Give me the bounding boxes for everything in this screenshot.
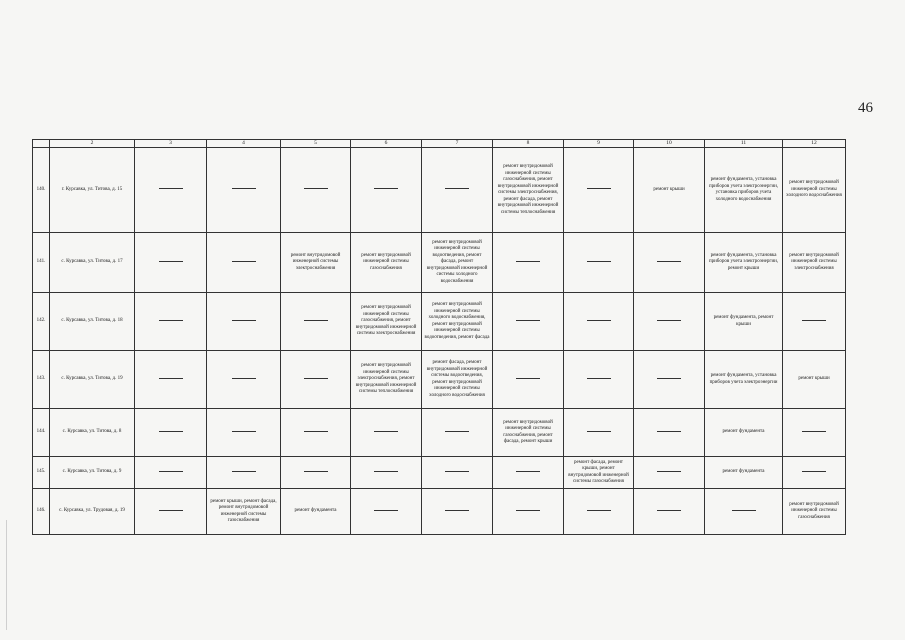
row-number: 145. (33, 457, 50, 489)
empty-cell (634, 233, 705, 293)
dash-mark (587, 188, 611, 189)
empty-cell (135, 457, 207, 489)
table-row (33, 233, 846, 293)
empty-cell (351, 409, 422, 457)
empty-cell (281, 457, 351, 489)
dash-mark (159, 378, 183, 379)
address-cell: с. Курсавка, ул. Титова, д. 8 (50, 409, 135, 457)
dash-mark (374, 431, 398, 432)
dash-mark (657, 320, 681, 321)
empty-cell (493, 233, 564, 293)
dash-mark (445, 471, 469, 472)
work-type-cell: ремонт внутридомовой инженерной системы газоснабжения, ремонт внутридомовой инженерной системы электроснабжения (351, 293, 422, 351)
work-type-cell: ремонт фундамента (705, 457, 783, 489)
dash-mark (304, 431, 328, 432)
dash-mark (657, 431, 681, 432)
address-cell: с. Курсавка, ул. Трудовая, д. 19 (50, 489, 135, 535)
empty-cell (135, 351, 207, 409)
column-number: 3 (135, 140, 207, 148)
address-cell: с. Курсавка, ул. Титова, д. 17 (50, 233, 135, 293)
empty-cell (135, 293, 207, 351)
empty-cell (135, 409, 207, 457)
work-type-cell: ремонт внутридомовой инженерной системы газоснабжения (783, 489, 846, 535)
empty-cell (422, 148, 493, 233)
column-number: 10 (634, 140, 705, 148)
empty-cell (281, 351, 351, 409)
empty-cell (634, 489, 705, 535)
dash-mark (516, 261, 540, 262)
address-cell: г. Курсавка, ул. Титова, д. 15 (50, 148, 135, 233)
table-row (33, 148, 846, 233)
empty-cell (493, 489, 564, 535)
column-number: 8 (493, 140, 564, 148)
dash-mark (159, 431, 183, 432)
empty-cell (422, 409, 493, 457)
empty-cell (281, 293, 351, 351)
column-number: 4 (207, 140, 281, 148)
empty-cell (783, 409, 846, 457)
dash-mark (232, 261, 256, 262)
column-number: 9 (564, 140, 634, 148)
dash-mark (232, 431, 256, 432)
empty-cell (634, 457, 705, 489)
empty-cell (281, 409, 351, 457)
dash-mark (159, 261, 183, 262)
work-type-cell: ремонт фасада, ремонт внутридомовой инженерной системы водоотведения, ремонт внутридомовой инженерной системы холодного водоснабжения (422, 351, 493, 409)
empty-cell (207, 351, 281, 409)
dash-mark (657, 471, 681, 472)
row-number: 143. (33, 351, 50, 409)
empty-cell (705, 489, 783, 535)
empty-cell (493, 457, 564, 489)
dash-mark (304, 471, 328, 472)
empty-cell (783, 293, 846, 351)
work-type-cell: ремонт внутридомовой инженерной системы электроснабжения (281, 233, 351, 293)
dash-mark (587, 510, 611, 511)
dash-mark (159, 510, 183, 511)
work-type-cell: ремонт внутридомовой инженерной системы газоснабжения (351, 233, 422, 293)
empty-cell (351, 457, 422, 489)
dash-mark (304, 378, 328, 379)
work-type-cell: ремонт внутридомовой инженерной системы газоснабжения, ремонт внутридомовой инженерной системы электроснабжения, ремонт фасада, ремонт внутридомовой инженерной системы теплоснабжения (493, 148, 564, 233)
work-type-cell: ремонт крыши (783, 351, 846, 409)
dash-mark (445, 431, 469, 432)
table-row (33, 457, 846, 489)
empty-cell (135, 148, 207, 233)
dash-mark (587, 378, 611, 379)
table-row (33, 489, 846, 535)
empty-cell (564, 409, 634, 457)
work-type-cell: ремонт фундамента, установка приборов учета электроэнергии (705, 351, 783, 409)
empty-cell (493, 351, 564, 409)
dash-mark (516, 378, 540, 379)
work-type-cell: ремонт внутридомовой инженерной системы газоснабжения, ремонт фасада, ремонт крыши (493, 409, 564, 457)
repair-schedule-table (32, 139, 846, 535)
dash-mark (516, 471, 540, 472)
dash-mark (732, 510, 756, 511)
column-number: 6 (351, 140, 422, 148)
dash-mark (587, 431, 611, 432)
address-cell: с. Курсавка, ул. Титова, д. 9 (50, 457, 135, 489)
dash-mark (159, 188, 183, 189)
empty-cell (564, 233, 634, 293)
dash-mark (587, 261, 611, 262)
dash-mark (232, 320, 256, 321)
dash-mark (587, 320, 611, 321)
row-number: 141. (33, 233, 50, 293)
scan-edge-line (6, 520, 7, 630)
column-number: 11 (705, 140, 783, 148)
work-type-cell: ремонт крыши (634, 148, 705, 233)
empty-cell (135, 233, 207, 293)
empty-cell (207, 293, 281, 351)
empty-cell (783, 457, 846, 489)
dash-mark (304, 320, 328, 321)
empty-cell (281, 148, 351, 233)
row-number: 146. (33, 489, 50, 535)
table-row (33, 351, 846, 409)
column-number-row (33, 140, 846, 148)
work-type-cell: ремонт крыши, ремонт фасада, ремонт внутридомовой инженерной системы газоснабжения (207, 489, 281, 535)
dash-mark (657, 510, 681, 511)
empty-cell (207, 233, 281, 293)
dash-mark (445, 510, 469, 511)
work-type-cell: ремонт внутридомовой инженерной системы электроснабжения, ремонт внутридомовой инженерной системы теплоснабжения (351, 351, 422, 409)
dash-mark (159, 320, 183, 321)
dash-mark (445, 188, 469, 189)
dash-mark (232, 188, 256, 189)
empty-cell (351, 489, 422, 535)
address-cell: с. Курсавка, ул. Титова, д. 19 (50, 351, 135, 409)
dash-mark (802, 320, 826, 321)
row-number: 144. (33, 409, 50, 457)
empty-cell (207, 457, 281, 489)
column-number (33, 140, 50, 148)
work-type-cell: ремонт внутридомовой инженерной системы холодного водоснабжения, ремонт внутридомовой инженерной системы водоотведения, ремонт фасада (422, 293, 493, 351)
work-type-cell: ремонт внутридомовой инженерной системы водоотведения, ремонт фасада, ремонт внутридомовой инженерной системы холодного водоснабжения (422, 233, 493, 293)
empty-cell (135, 489, 207, 535)
work-type-cell: ремонт фасада, ремонт крыши, ремонт внутридомовой инженерной системы газоснабжения (564, 457, 634, 489)
work-type-cell: ремонт фундамента (705, 409, 783, 457)
dash-mark (374, 188, 398, 189)
column-number: 2 (50, 140, 135, 148)
empty-cell (634, 293, 705, 351)
work-type-cell: ремонт внутридомовой инженерной системы холодного водоснабжения (783, 148, 846, 233)
dash-mark (304, 188, 328, 189)
empty-cell (564, 351, 634, 409)
column-number: 12 (783, 140, 846, 148)
work-type-cell: ремонт фундамента, ремонт крыши (705, 293, 783, 351)
work-type-cell: ремонт фундамента, установка приборов учета электроэнергии, установка приборов учета холодного водоснабжения (705, 148, 783, 233)
empty-cell (207, 148, 281, 233)
dash-mark (374, 471, 398, 472)
page-number: 46 (858, 100, 873, 116)
empty-cell (634, 351, 705, 409)
dash-mark (232, 378, 256, 379)
dash-mark (802, 431, 826, 432)
empty-cell (564, 293, 634, 351)
empty-cell (564, 148, 634, 233)
row-number: 142. (33, 293, 50, 351)
address-cell: с. Курсавка, ул. Титова, д. 18 (50, 293, 135, 351)
dash-mark (374, 510, 398, 511)
dash-mark (657, 378, 681, 379)
empty-cell (564, 489, 634, 535)
empty-cell (422, 457, 493, 489)
column-number: 7 (422, 140, 493, 148)
work-type-cell: ремонт фундамента, установка приборов учета электроэнергии, ремонт крыши (705, 233, 783, 293)
dash-mark (516, 320, 540, 321)
empty-cell (493, 293, 564, 351)
empty-cell (422, 489, 493, 535)
row-number: 140. (33, 148, 50, 233)
dash-mark (516, 510, 540, 511)
dash-mark (232, 471, 256, 472)
work-type-cell: ремонт фундамента (281, 489, 351, 535)
empty-cell (351, 148, 422, 233)
dash-mark (159, 471, 183, 472)
column-number: 5 (281, 140, 351, 148)
dash-mark (657, 261, 681, 262)
table-row (33, 293, 846, 351)
table-row (33, 409, 846, 457)
work-type-cell: ремонт внутридомовой инженерной системы электроснабжения (783, 233, 846, 293)
dash-mark (802, 471, 826, 472)
empty-cell (634, 409, 705, 457)
empty-cell (207, 409, 281, 457)
